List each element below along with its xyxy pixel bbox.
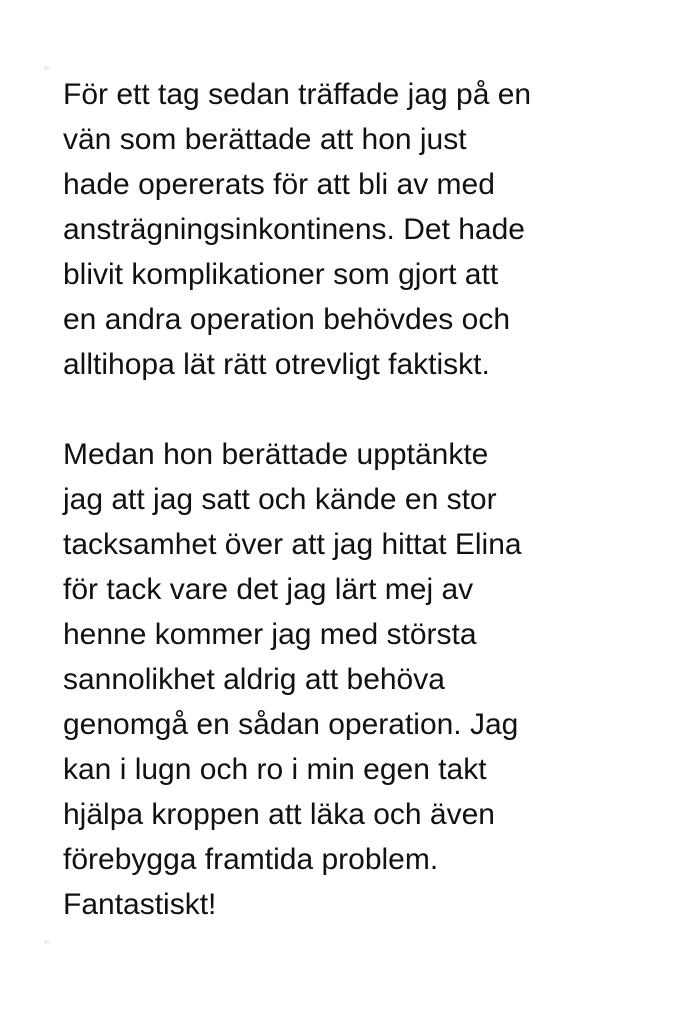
text-line: vän som berättade att hon just	[63, 123, 467, 156]
text-line: genomgå en sådan operation. Jag	[63, 708, 519, 741]
text-line: För ett tag sedan träffade jag på en	[63, 78, 532, 111]
corner-mark-bottom	[44, 940, 52, 944]
text-line: ansträgningsinkontinens. Det hade	[63, 213, 525, 246]
paragraph-1	[63, 72, 531, 387]
text-line: för tack vare det jag lärt mej av	[63, 573, 474, 606]
text-line: en andra operation behövdes och	[63, 303, 511, 336]
text-line: förebygga framtida problem.	[63, 843, 439, 876]
corner-mark-top	[44, 66, 52, 70]
text-line: jag att jag satt och kände en stor	[63, 483, 497, 516]
text-line: Fantastiskt!	[63, 888, 217, 921]
text-line: henne kommer jag med största	[63, 618, 477, 651]
text-line: blivit komplikationer som gjort att	[63, 258, 499, 291]
body-text	[63, 72, 531, 972]
text-line: Medan hon berättade upptänkte	[63, 438, 489, 471]
text-line: kan i lugn och ro i min egen takt	[63, 753, 487, 786]
text-line: alltihopa lät rätt otrevligt faktiskt.	[63, 348, 490, 381]
text-line: hjälpa kroppen att läka och även	[63, 798, 495, 831]
text-line: hade opererats för att bli av med	[63, 168, 495, 201]
paragraph-2	[63, 432, 531, 927]
text-line: tacksamhet över att jag hittat Elina	[63, 528, 522, 561]
text-line: sannolikhet aldrig att behöva	[63, 663, 445, 696]
